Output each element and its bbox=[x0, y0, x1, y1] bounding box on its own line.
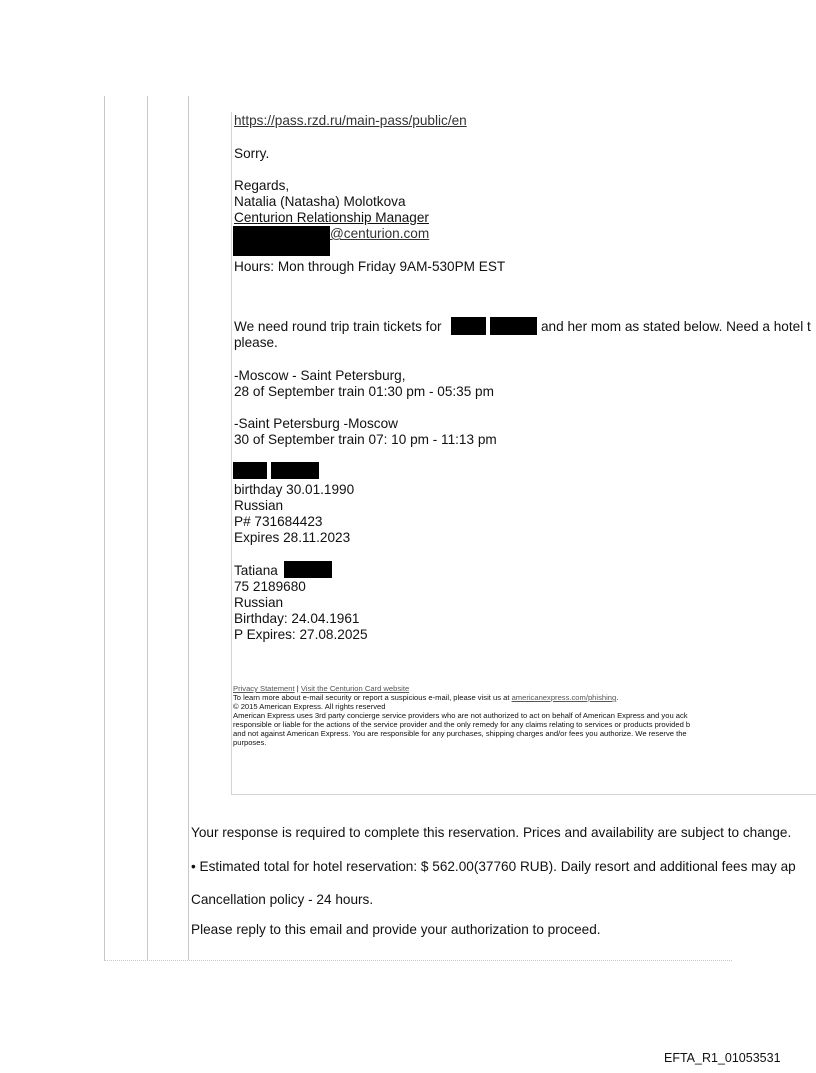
disclaimer-line-3: and not against American Express. You are responsible for any purchases, shipping charges and/or fees you authorize. We reserve the bbox=[233, 729, 687, 738]
redaction-passenger1-first bbox=[233, 462, 267, 479]
signature-name: Natalia (Natasha) Molotkova bbox=[234, 194, 406, 209]
fineprint-security-row bbox=[233, 693, 618, 702]
security-text-end: . bbox=[616, 693, 619, 702]
thread-border-outer bbox=[104, 96, 105, 960]
redaction-passenger1-last bbox=[271, 462, 319, 479]
signature-title: Centurion Relationship Manager bbox=[234, 210, 429, 225]
passenger2-nationality: Russian bbox=[234, 595, 284, 610]
disclaimer-line-4: purposes. bbox=[233, 738, 267, 747]
phishing-link[interactable]: americanexpress.com/phishing bbox=[511, 693, 617, 702]
sorry-text: Sorry. bbox=[234, 146, 270, 161]
security-text: To learn more about e-mail security or report a suspicious e-mail, please visit us at bbox=[233, 693, 512, 702]
signature-regards: Regards, bbox=[234, 178, 290, 193]
trip2-time: 30 of September train 07: 10 pm - 11:13 pm bbox=[234, 432, 497, 447]
passenger1-passport: P# 731684423 bbox=[234, 514, 323, 529]
response-required-text: Your response is required to complete this reservation. Prices and availability are subject to change. bbox=[191, 825, 792, 840]
disclaimer-line-1: American Express uses 3rd party concierge service providers who are not authorized to act on behalf of American Express and you ack bbox=[233, 711, 688, 720]
passenger2-number: 75 2189680 bbox=[234, 579, 306, 594]
hours-text: Hours: Mon through Friday 9AM-530PM EST bbox=[234, 259, 506, 274]
redaction-email-user bbox=[233, 226, 330, 256]
disclaimer-line-2: responsible or liable for the actions of the service provider and the only remedy for any claims relating to services or products provided b bbox=[233, 720, 691, 729]
thread-bottom-divider bbox=[104, 960, 732, 961]
fineprint-separator: | bbox=[294, 684, 301, 693]
reply-request-text: Please reply to this email and provide your authorization to proceed. bbox=[191, 922, 601, 937]
passenger1-expires: Expires 28.11.2023 bbox=[234, 530, 351, 545]
redaction-name-1 bbox=[451, 317, 486, 335]
trip2-route: -Saint Petersburg -Moscow bbox=[234, 416, 398, 431]
request-text-after: and her mom as stated below. Need a hotel t bbox=[541, 319, 811, 334]
privacy-statement-link[interactable]: Privacy Statement bbox=[233, 684, 295, 693]
fineprint-links-row bbox=[233, 684, 409, 693]
copyright-text: © 2015 American Express. All rights reserved bbox=[233, 702, 386, 711]
passenger2-birthday: Birthday: 24.04.1961 bbox=[234, 611, 360, 626]
passenger1-birthday: birthday 30.01.1990 bbox=[234, 482, 355, 497]
redaction-passenger2-last bbox=[284, 561, 332, 578]
thread-border-mid bbox=[147, 96, 148, 960]
passenger2-first-name: Tatiana bbox=[234, 563, 278, 578]
request-text-before: We need round trip train tickets for bbox=[234, 319, 442, 334]
document-id: EFTA_R1_01053531 bbox=[664, 1051, 781, 1065]
redaction-name-2 bbox=[490, 317, 537, 335]
hotel-estimate-text: • Estimated total for hotel reservation: $ 562.00(37760 RUB). Daily resort and additional fees may ap bbox=[191, 859, 796, 874]
trip1-route: -Moscow - Saint Petersburg, bbox=[234, 368, 406, 383]
passenger1-nationality: Russian bbox=[234, 498, 284, 513]
rzd-link[interactable]: https://pass.rzd.ru/main-pass/public/en bbox=[234, 113, 467, 128]
cancellation-policy-text: Cancellation policy - 24 hours. bbox=[191, 892, 374, 907]
request-please: please. bbox=[234, 335, 278, 350]
trip1-time: 28 of September train 01:30 pm - 05:35 pm bbox=[234, 384, 494, 399]
centurion-website-link[interactable]: Visit the Centurion Card website bbox=[300, 684, 410, 693]
thread-border-inner bbox=[188, 96, 189, 960]
signature-email-link[interactable]: @centurion.com bbox=[330, 226, 430, 241]
passenger2-expires: P Expires: 27.08.2025 bbox=[234, 627, 368, 642]
